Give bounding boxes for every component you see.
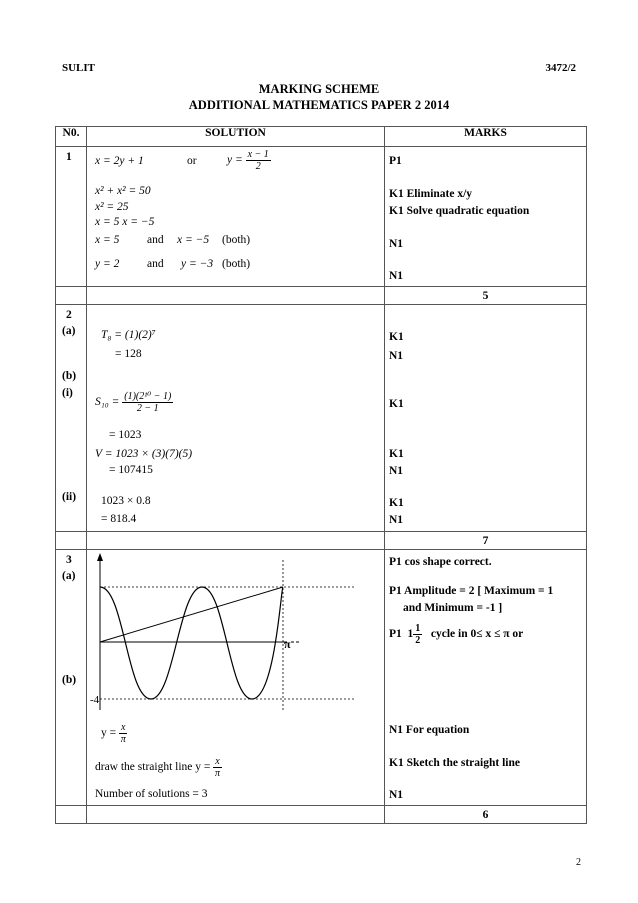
q3-y-equation xyxy=(101,722,127,745)
q3-mark-5: K1 Sketch the straight line xyxy=(389,757,520,769)
q2-part-a: (a) xyxy=(62,325,76,337)
q1-eq4: x = 5 x = −5 xyxy=(95,216,155,228)
page-number: 2 xyxy=(576,857,581,868)
q1-total: 5 xyxy=(385,287,587,305)
q3-mark-3 xyxy=(389,623,523,646)
q1-row xyxy=(56,147,587,287)
q1-eq5a: x = 5 xyxy=(95,234,120,246)
q1-eq5and: and xyxy=(147,234,164,246)
q2-part-bii: (ii) xyxy=(62,491,77,503)
q2-row xyxy=(56,305,587,532)
q3-y-num: x xyxy=(121,722,126,733)
q1-eq6and: and xyxy=(147,258,164,270)
q1-eq1b-num: x − 1 xyxy=(247,149,269,160)
q3-marks-cell xyxy=(385,550,587,806)
q2-marks-cell xyxy=(385,305,587,532)
q1-solution-cell xyxy=(87,147,385,287)
q2-mark-1: K1 xyxy=(389,331,404,343)
q3-mark-3-whole: 1 xyxy=(407,628,414,641)
q2-mark-7: N1 xyxy=(389,514,404,526)
q1-mark-2: K1 Eliminate x/y xyxy=(389,188,473,200)
q3-solution-cell xyxy=(87,550,385,806)
q2-t8: T₈ = (1)(2)⁷ xyxy=(101,329,156,341)
title-line1: MARKING SCHEME xyxy=(258,82,380,96)
q1-eq6a: y = 2 xyxy=(95,258,120,270)
q1-eq1b-den: 2 xyxy=(255,161,261,172)
q3-mark-3-text: cycle in 0≤ x ≤ π or xyxy=(430,628,524,641)
q3-mark-4: N1 For equation xyxy=(389,724,470,736)
q3-mark-3-den: 2 xyxy=(415,635,421,646)
q2-ii-line2: = 818.4 xyxy=(101,513,137,525)
q1-total-row xyxy=(56,287,587,305)
q2-ii-line1: 1023 × 0.8 xyxy=(101,495,151,507)
col-header-no: N0. xyxy=(56,127,87,147)
q2-total-row xyxy=(56,532,587,550)
q3-total-row xyxy=(56,806,587,824)
q3-num-solutions: Number of solutions = 3 xyxy=(95,788,208,800)
q1-eq1b xyxy=(227,149,271,172)
q3-mark-1: P1 cos shape correct. xyxy=(389,556,492,568)
q1-mark-1: P1 xyxy=(389,155,402,167)
q2-s10-den: 2 − 1 xyxy=(136,403,159,414)
q3-part-a: (a) xyxy=(62,570,76,582)
q1-mark-4: N1 xyxy=(389,238,404,250)
q1-eq1: x = 2y + 1 xyxy=(95,155,144,167)
q2-part-bi: (i) xyxy=(62,387,73,399)
q2-s10 xyxy=(95,391,173,414)
q2-total: 7 xyxy=(385,532,587,550)
marking-table xyxy=(55,126,587,824)
graph-cos-curve xyxy=(100,587,283,699)
q1-eq3: x² = 25 xyxy=(95,201,129,213)
title-line2: ADDITIONAL MATHEMATICS PAPER 2 2014 xyxy=(188,98,450,112)
q1-eq1b-lhs: y = xyxy=(227,154,243,167)
q1-eq6b: y = −3 xyxy=(181,258,214,270)
q3-y-den: π xyxy=(120,734,126,745)
col-header-solution: SOLUTION xyxy=(87,127,385,147)
q3-mark-2a: P1 Amplitude = 2 [ Maximum = 1 xyxy=(389,585,554,597)
q1-mark-3: K1 Solve quadratic equation xyxy=(389,205,530,217)
graph-y-axis-arrow xyxy=(97,553,103,561)
q3-total: 6 xyxy=(385,806,587,824)
q2-mark-2: N1 xyxy=(389,350,404,362)
q1-eq5b: x = −5 xyxy=(177,234,210,246)
q2-solution-cell xyxy=(87,305,385,532)
q3-y-lhs: y = xyxy=(101,727,117,740)
q2-s10-lhs: S₁₀ = xyxy=(95,396,120,409)
q3-number-cell xyxy=(56,550,87,806)
q3-row xyxy=(56,550,587,806)
cosine-graph xyxy=(87,550,385,722)
q3-draw-den: π xyxy=(214,768,220,779)
q2-mark-5: N1 xyxy=(389,465,404,477)
q2-mark-3: K1 xyxy=(389,398,404,410)
header-right: 3472/2 xyxy=(545,62,576,74)
q3-draw-text: draw the straight line y = xyxy=(95,761,211,774)
header-left: SULIT xyxy=(62,62,96,74)
q3-part-b: (b) xyxy=(62,674,77,686)
q1-eq6both: (both) xyxy=(222,258,251,270)
q2-t8-value: = 128 xyxy=(115,348,142,360)
q2-s10-num: (1)(2¹⁰ − 1) xyxy=(124,391,172,402)
graph-pi-label: π xyxy=(284,637,291,651)
q3-draw-num: x xyxy=(215,756,220,767)
q3-mark-3-num: 1 xyxy=(415,623,421,634)
q2-mark-6: K1 xyxy=(389,497,404,509)
q1-eq2: x² + x² = 50 xyxy=(95,185,151,197)
q2-number: 2 xyxy=(66,309,72,321)
q1-mark-5: N1 xyxy=(389,270,404,282)
q1-or: or xyxy=(187,155,197,167)
q3-draw-line xyxy=(95,756,222,779)
q1-marks-cell xyxy=(385,147,587,287)
q3-mark-2b: and Minimum = -1 ] xyxy=(403,602,503,614)
q2-s10-value: = 1023 xyxy=(109,429,142,441)
q2-part-b: (b) xyxy=(62,370,77,382)
q3-number: 3 xyxy=(66,554,72,566)
q3-mark-6: N1 xyxy=(389,789,404,801)
q2-mark-4: K1 xyxy=(389,448,404,460)
table-header-row xyxy=(56,127,587,147)
q2-number-cell xyxy=(56,305,87,532)
q3-mark-3-prefix: P1 xyxy=(389,628,402,641)
col-header-marks: MARKS xyxy=(385,127,587,147)
q2-v-value: = 107415 xyxy=(109,464,153,476)
q2-v: V = 1023 × (3)(7)(5) xyxy=(95,448,193,460)
q1-number: 1 xyxy=(66,151,72,163)
q1-eq5both: (both) xyxy=(222,234,251,246)
q1-number-cell xyxy=(56,147,87,287)
graph-neg-label: -4 xyxy=(90,694,100,706)
